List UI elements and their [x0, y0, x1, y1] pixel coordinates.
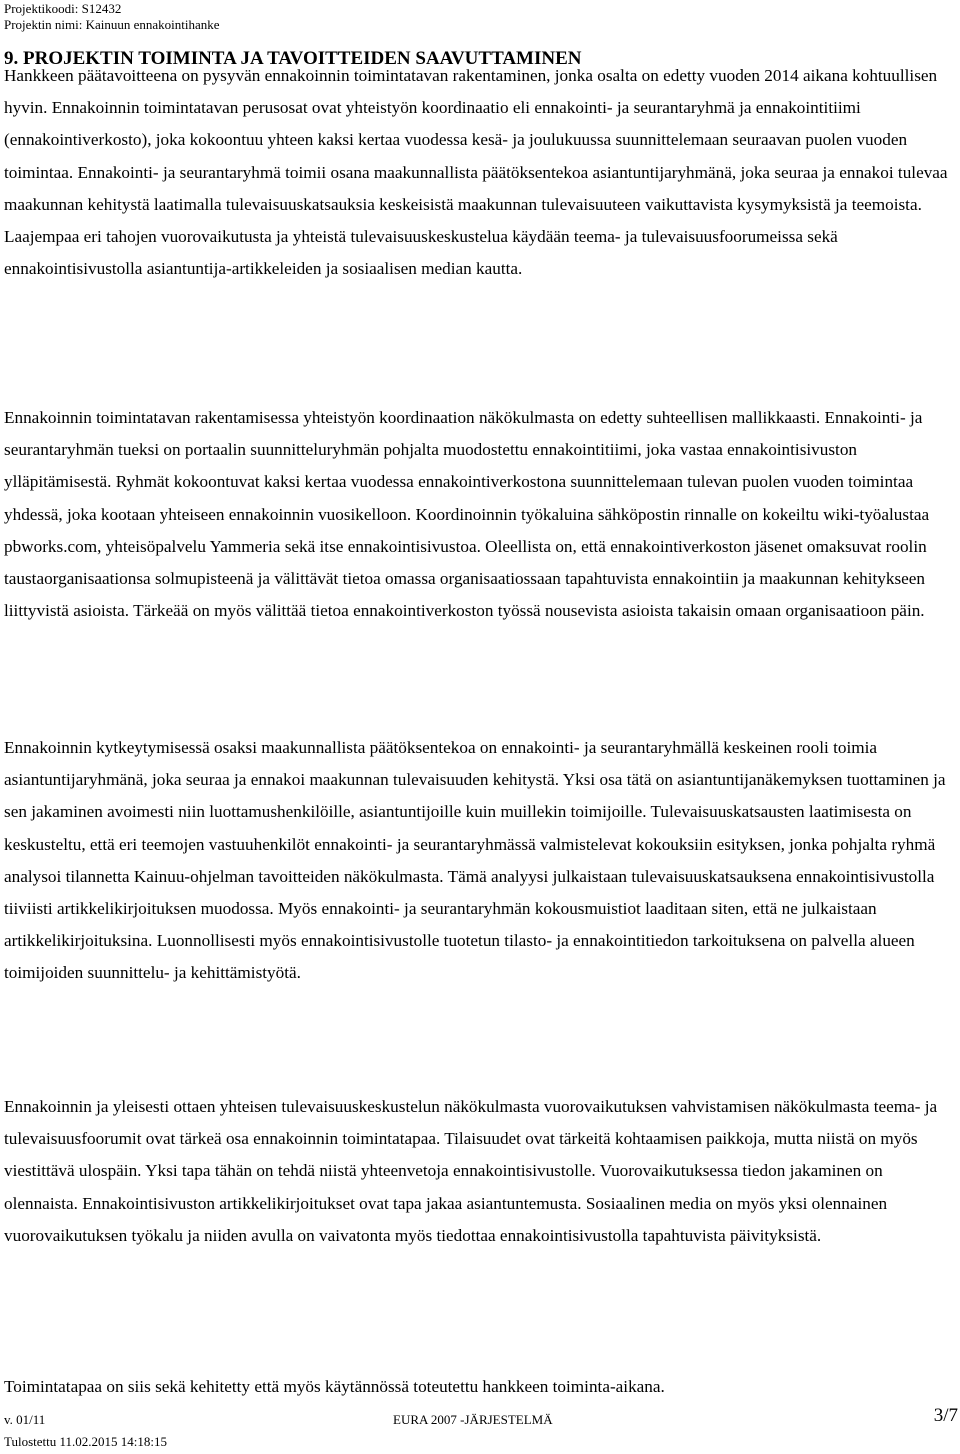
paragraph-4: Ennakoinnin ja yleisesti ottaen yhteisen tulevaisuuskeskustelun näkökulmasta vuorovaikutuksen vahvistamisen näkökulmasta teema- ja tulevaisuusfoorumit ovat tärkeä osa ennakoinnin toimintatapaa. Tilaisuudet ovat tärkeitä kohtaamisen paikkoja, mutta niistä on myös viestittävä ulospäin. Yksi tapa tähän on tehdä niistä yhteenvetoja ennakointisivustolle. Vuorovaikutuksessa tiedon jakaminen on olennaista. Ennakointisivuston artikkelikirjoitukset ovat tapa jakaa asiantuntemusta. Sosiaalinen media on myös yksi olennainen vuorovaikutuksen työkalu ja niiden avulla on vaivatonta myös tiedottaa ennakointisivustolla tapahtuvista päivityksistä.	[4, 1097, 938, 1245]
project-name: Projektin nimi: Kainuun ennakointihanke	[4, 17, 220, 32]
project-code: Projektikoodi: S12432	[4, 1, 122, 16]
section-title: 9. PROJEKTIN TOIMINTA JA TAVOITTEIDEN SAAVUTTAMINEN	[4, 48, 582, 69]
document-version: v. 01/11	[4, 1412, 46, 1427]
paragraph-1: Hankkeen päätavoitteena on pysyvän ennakoinnin toimintatavan rakentaminen, jonka osalta on edetty vuoden 2014 aikana kohtuullisen hyvin. Ennakoinnin toimintatavan perusosat ovat yhteistyön koordinaatio eli ennakointi- ja seurantaryhmä ja ennakointitiimi (ennakointiverkosto), joka kokoontuu yhteen kaksi kertaa vuodessa kesä- ja joulukuussa suunnittelemaan seuraavan puolen vuoden toimintaa. Ennakointi- ja seurantaryhmä toimii osana maakunnallista päätöksentekoa asiantuntijaryhmänä, joka seuraa ja ennakoi tulevaa maakunnan kehitystä laatimalla tulevaisuuskatsauksia keskeisistä maakunnan tulevaisuuteen vaikuttavista kysymyksistä ja teemoista. Laajempaa eri tahojen vuorovaikutusta ja yhteistä tulevaisuuskeskustelua käydään teema- ja tulevaisuusfoorumeissa sekä ennakointisivustolla asiantuntija-artikkeleiden ja sosiaalisen median kautta.	[4, 66, 948, 279]
printed-timestamp: Tulostettu 11.02.2015 14:18:15	[4, 1434, 168, 1449]
page-number: 3/7	[933, 1405, 958, 1426]
paragraph-2: Ennakoinnin toimintatavan rakentamisessa yhteistyön koordinaation näkökulmasta on edetty suhteellisen mallikkaasti. Ennakointi- ja seurantaryhmän tueksi on portaalin suunnitteluryhmän pohjalta muodostettu ennakointitiimi, joka vastaa ennakointisivuston ylläpitämisestä. Ryhmät kokoontuvat kaksi kertaa vuodessa ennakointiverkostona suunnittelemaan tulevan puolen vuoden toimintaa yhdessä, joka kootaan yhteiseen ennakoinnin vuosikelloon. Koordinoinnin työkaluina sähköpostin rinnalle on kokeiltu wiki-työalustaa pbworks.com, yhteisöpalvelu Yammeria sekä itse ennakointisivustoa. Oleellista on, että ennakointiverkoston jäsenet omaksuvat roolin taustaorganisaationsa solmupisteenä ja välittävät tietoa omassa organisaatiossaan tapahtuvista ennakointiin ja maakunnan kehitykseen liittyvistä asioista. Tärkeää on myös välittää tietoa ennakointiverkoston työssä nousevista asioista takaisin omaan organisaatioon päin.	[4, 408, 930, 621]
paragraph-3: Ennakoinnin kytkeytymisessä osaksi maakunnallista päätöksentekoa on ennakointi- ja seurantaryhmällä keskeinen rooli toimia asiantuntijaryhmänä, joka seuraa ja ennakoi maakunnan tulevaisuuden kehitystä. Yksi osa tätä on asiantuntijanäkemyksen tuottaminen ja sen jakaminen avoimesti niin luottamushenkilöille, asiantuntijoille kuin muillekin toimijoille. Tulevaisuuskatsausten laatimisesta on keskusteltu, että eri teemojen vastuuhenkilöt ennakointi- ja seurantaryhmässä valmistelevat kokouksiin esityksen, jonka pohjalta ryhmä analysoi tilannetta Kainuu-ohjelman tavoitteiden näkökulmasta. Tämä analyysi julkaistaan tulevaisuuskatsauksena ennakointisivustolla tiiviisti artikkelikirjoituksen muodossa. Myös ennakointi- ja seurantaryhmän kokousmuistiot laaditaan siten, että ne julkaistaan artikkelikirjoituksina. Luonnollisesti myös ennakointisivustolle tuotetun tilasto- ja ennakointitiedon tarkoituksena on palvella alueen toimijoiden suunnittelu- ja kehittämistyötä.	[4, 738, 946, 983]
page-footer	[0, 1404, 960, 1454]
paragraph-5: Toimintatapaa on siis sekä kehitetty että myös käytännössä toteutettu hankkeen toiminta-aikana.	[4, 1377, 665, 1396]
system-name: EURA 2007 -JÄRJESTELMÄ	[393, 1412, 553, 1427]
